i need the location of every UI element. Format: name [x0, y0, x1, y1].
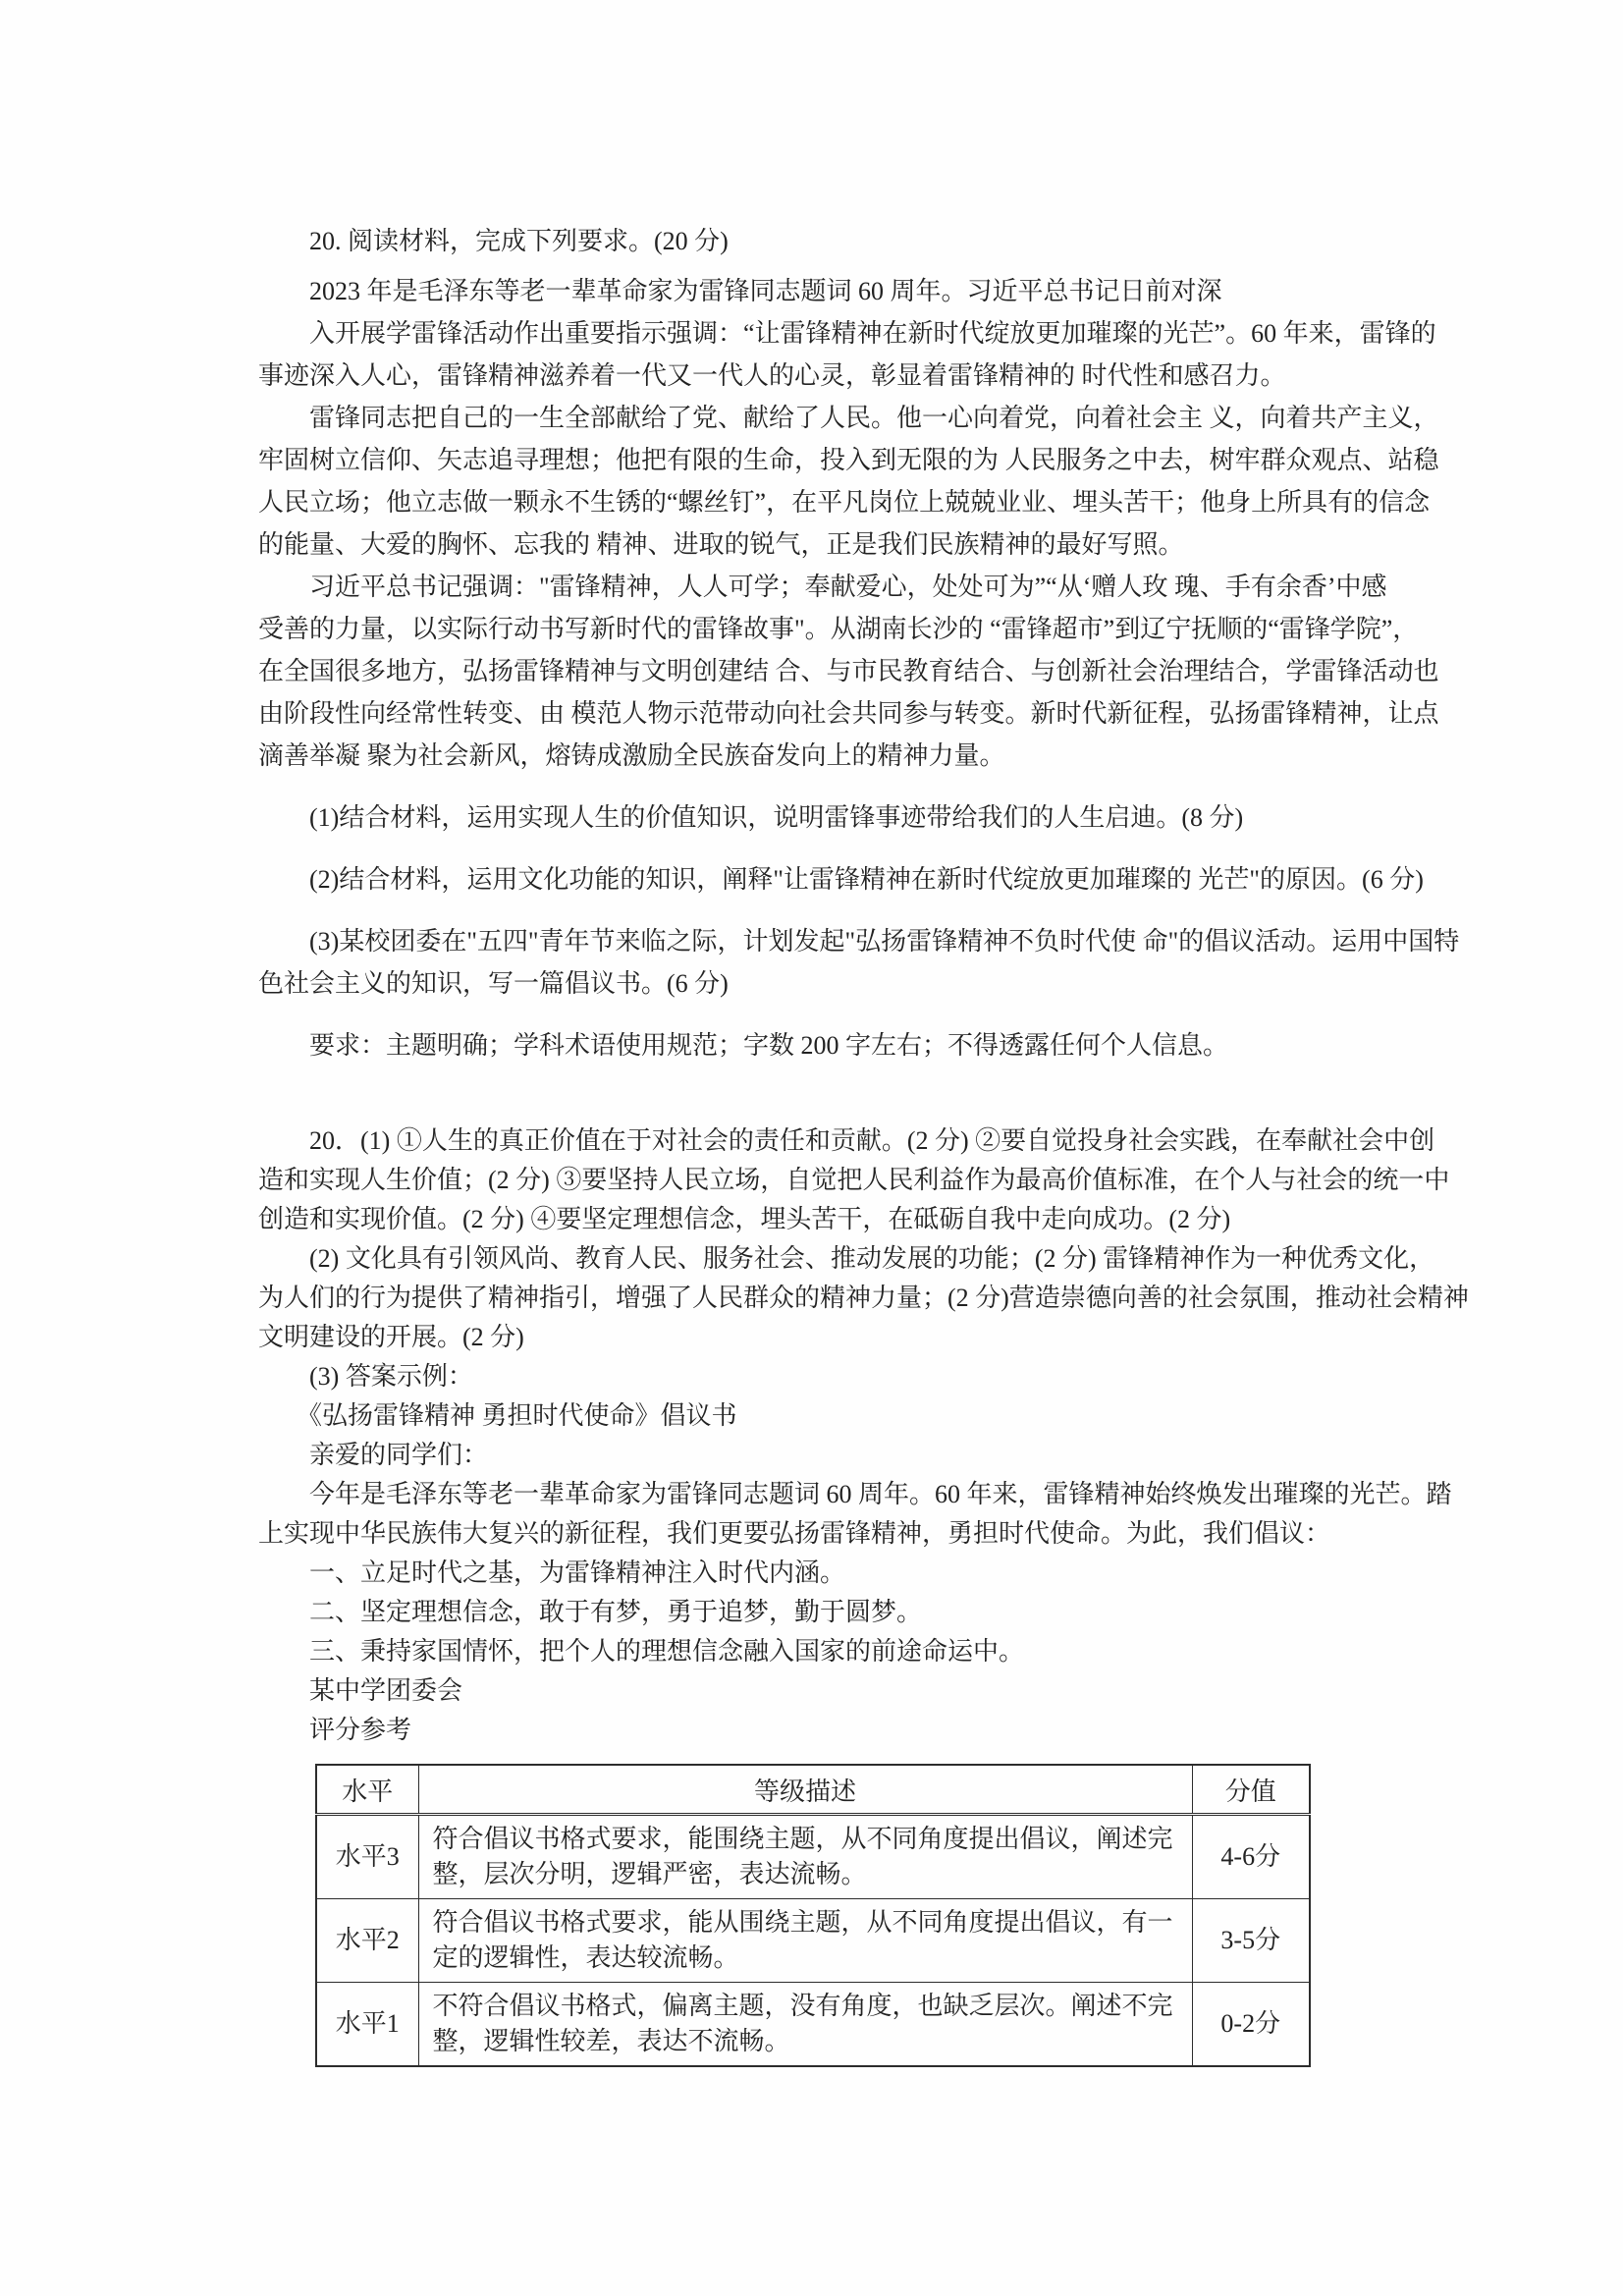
material-line: 2023 年是毛泽东等老一辈革命家为雷锋同志题词 60 周年。习近平总书记日前对深 [258, 277, 1222, 305]
requirement-line: 要求：主题明确；学科术语使用规范；字数 200 字左右；不得透露任何个人信息。 [258, 1031, 1229, 1060]
answer-line: 文明建设的开展。(2 分) [258, 1323, 524, 1351]
question-1-line: (1)结合材料，运用实现人生的价值知识，说明雷锋事迹带给我们的人生启迪。(8 分) [258, 803, 1244, 832]
question-2 [258, 858, 1507, 901]
material-section [258, 270, 1507, 777]
material-line: 滴善举凝 聚为社会新风，熔铸成激励全民族奋发向上的精神力量。 [258, 741, 1005, 770]
material-line: 的能量、大爱的胸怀、忘我的 精神、进取的锐气，正是我们民族精神的最好写照。 [258, 530, 1184, 559]
rubric-body [316, 1815, 1310, 2067]
rubric-row [316, 1899, 1310, 1983]
material-line: 人民立场；他立志做一颗永不生锈的“螺丝钉”，在平凡岗位上兢兢业业、埋头苦干；他身上所具有的信念 [258, 488, 1431, 517]
answer-requirement [258, 1024, 1507, 1066]
question-1 [258, 796, 1507, 839]
rubric-cell: 水平1 [316, 1983, 418, 2067]
material-line: 由阶段性向经常性转变、由 模范人物示范带动向社会共同参与转变。新时代新征程，弘扬雷锋精神，让点 [258, 699, 1439, 728]
answer-line: 亲爱的同学们： [258, 1441, 489, 1469]
answer-line: 三、秉持家国情怀，把个人的理想信念融入国家的前途命运中。 [258, 1637, 1025, 1666]
answer-line: 造和实现人生价值；(2 分) ③要坚持人民立场，自觉把人民利益作为最高价值标准，在个人与社会的统一中 [258, 1166, 1450, 1194]
material-line: 牢固树立信仰、矢志追寻理想；他把有限的生命，投入到无限的为 人民服务之中去，树牢群众观点、站稳 [258, 446, 1439, 474]
question-2-line: (2)结合材料，运用文化功能的知识，阐释"让雷锋精神在新时代绽放更加璀璨的 光芒"的原因。(6 分) [258, 865, 1424, 894]
answer-line: 一、立足时代之基，为雷锋精神注入时代内涵。 [258, 1558, 846, 1587]
rubric-header-cell: 等级描述 [418, 1765, 1192, 1815]
material-line: 受善的力量，以实际行动书写新时代的雷锋故事"。从湖南长沙的 “雷锋超市”到辽宁抚顺的“雷锋学院”， [258, 615, 1419, 643]
question-3-line: (3)某校团委在"五四"青年节来临之际，计划发起"弘扬雷锋精神不负时代使 命"的倡议活动。运用中国特 [258, 927, 1460, 956]
rubric-cell: 符合倡议书格式要求，能围绕主题，从不同角度提出倡议，阐述完整，层次分明，逻辑严密，表达流畅。 [418, 1815, 1192, 1899]
rubric-table [315, 1764, 1311, 2067]
answer-line: 20．(1) ①人生的真正价值在于对社会的责任和贡献。(2 分) ②要自觉投身社会实践，在奉献社会中创 [258, 1126, 1435, 1155]
answer-line: 创造和实现价值。(2 分) ④要坚定理想信念，埋头苦干，在砥砺自我中走向成功。(2 分) [258, 1205, 1231, 1233]
answer-line: 上实现中华民族伟大复兴的新征程，我们更要弘扬雷锋精神，勇担时代使命。为此，我们倡议： [258, 1519, 1331, 1548]
answer-section [258, 1121, 1507, 1750]
rubric-cell: 符合倡议书格式要求，能从围绕主题，从不同角度提出倡议，有一定的逻辑性，表达较流畅。 [418, 1899, 1192, 1983]
answer-line: (2) 文化具有引领风尚、教育人民、服务社会、推动发展的功能；(2 分) 雷锋精神作为一种优秀文化， [258, 1244, 1435, 1273]
answer-line: 为人们的行为提供了精神指引，增强了人民群众的精神力量；(2 分)营造崇德向善的社会氛围，推动社会精神 [258, 1284, 1469, 1312]
rubric-cell: 水平2 [316, 1899, 418, 1983]
answer-line: 《弘扬雷锋精神 勇担时代使命》倡议书 [258, 1401, 737, 1430]
document-content [258, 220, 1507, 2067]
answer-line: 二、坚定理想信念，敢于有梦，勇于追梦，勤于圆梦。 [258, 1598, 923, 1626]
rubric-cell: 3-5分 [1192, 1899, 1310, 1983]
rubric-header-cell: 水平 [316, 1765, 418, 1815]
rubric-cell: 不符合倡议书格式，偏离主题，没有角度，也缺乏层次。阐述不完整，逻辑性较差，表达不流畅。 [418, 1983, 1192, 2067]
rubric-row [316, 1815, 1310, 1899]
rubric-cell: 0-2分 [1192, 1983, 1310, 2067]
question-heading: 20. 阅读材料，完成下列要求。(20 分) [258, 227, 729, 255]
question-3-line: 色社会主义的知识，写一篇倡议书。(6 分) [258, 969, 729, 998]
answer-line: (3) 答案示例： [258, 1362, 473, 1391]
material-line: 雷锋同志把自己的一生全部献给了党、献给了人民。他一心向着党，向着社会主 义，向着共产主义， [258, 404, 1439, 432]
answer-line: 评分参考 [258, 1716, 412, 1744]
rubric-cell: 4-6分 [1192, 1815, 1310, 1899]
answer-line: 某中学团委会 [258, 1676, 463, 1705]
material-line: 事迹深入人心，雷锋精神滋养着一代又一代人的心灵，彰显着雷锋精神的 时代性和感召力。 [258, 361, 1286, 390]
rubric-header-row [316, 1765, 1310, 1815]
material-line: 习近平总书记强调："雷锋精神，人人可学；奉献爱心，处处可为”“从‘赠人玫 瑰、手有余香’中感 [258, 573, 1387, 601]
rubric-cell: 水平3 [316, 1815, 418, 1899]
material-line: 在全国很多地方，弘扬雷锋精神与文明创建结 合、与市民教育结合、与创新社会治理结合，学雷锋活动也 [258, 657, 1439, 685]
material-line: 入开展学雷锋活动作出重要指示强调：“让雷锋精神在新时代绽放更加璀璨的光芒”。60 年来，雷锋的 [258, 319, 1436, 348]
question-3 [258, 920, 1507, 1005]
rubric-header-cell: 分值 [1192, 1765, 1310, 1815]
rubric-row [316, 1983, 1310, 2067]
answer-line: 今年是毛泽东等老一辈革命家为雷锋同志题词 60 周年。60 年来，雷锋精神始终焕发出璀璨的光芒。踏 [258, 1480, 1452, 1508]
